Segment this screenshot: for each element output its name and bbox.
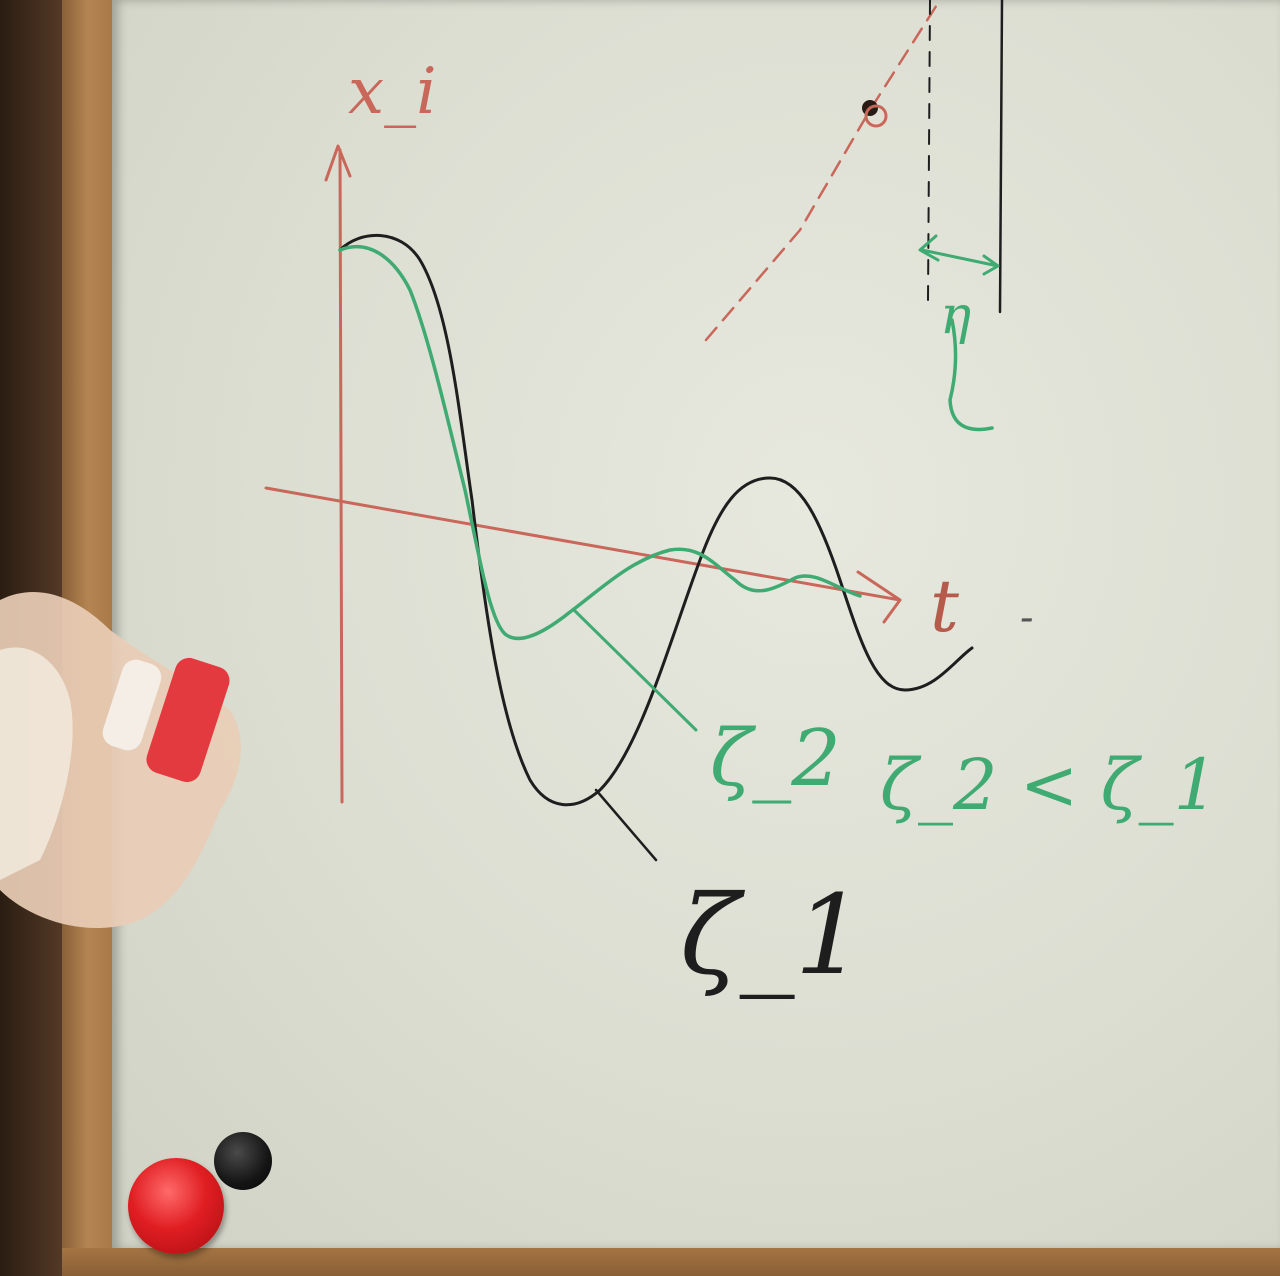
y-axis-label: x_i <box>348 55 437 129</box>
width-arrow <box>920 236 998 274</box>
hand-with-marker <box>0 560 250 940</box>
black-magnet <box>214 1132 272 1190</box>
comparison-label: ζ_2 < ζ_1 <box>880 744 1219 826</box>
dash-mark: - <box>1020 595 1034 641</box>
dotted-line <box>706 0 940 340</box>
curve-zeta1 <box>340 235 972 804</box>
leader-zeta2 <box>574 610 696 730</box>
vertical-line <box>1000 0 1002 312</box>
zeta2-label: ζ_2 <box>710 714 841 804</box>
red-magnet <box>128 1158 224 1254</box>
eta-label: η <box>940 286 972 346</box>
zeta1-label: ζ_1 <box>680 871 865 999</box>
t-axis-label: t <box>930 564 959 648</box>
leader-zeta1 <box>596 790 656 860</box>
